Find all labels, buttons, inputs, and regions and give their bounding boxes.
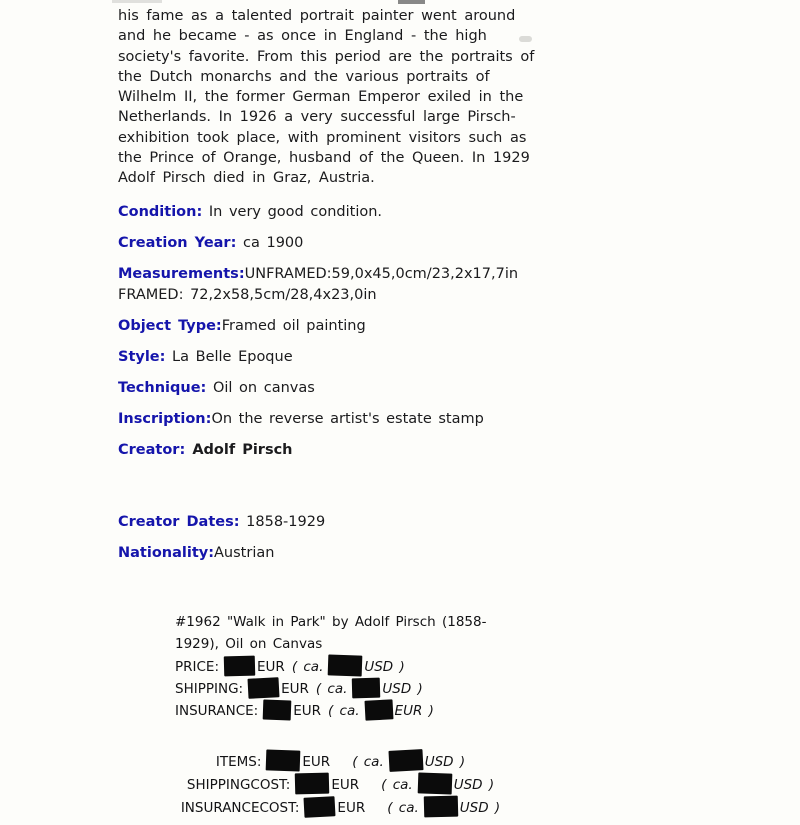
field-value: Adolf Pirsch: [185, 441, 293, 458]
field-value: Oil on canvas: [206, 379, 315, 396]
redacted-amount: [263, 700, 292, 721]
field-value: 1858-1929: [239, 513, 326, 530]
redacted-amount: [417, 772, 452, 794]
field-row-condition: [118, 202, 538, 223]
redacted-amount: [352, 678, 381, 699]
redacted-amount: [423, 796, 458, 818]
scan-artifact: [398, 0, 425, 4]
bio-paragraph: his fame as a talented portrait painter went around and he became - as once in England - the high society's favorite. From this period are the portraits of the Dutch monarchs and the various portraits of Wilhelm II, the former German Emperor exiled in the Netherlands. In 1926 a very successful large Pirsch-exhibition took place, with prominent visitors such as the Prince of Orange, husband of the Queen. In 1929 Adolf Pirsch died in Graz, Austria.: [118, 8, 535, 187]
redacted-amount: [388, 749, 423, 772]
currency-label: EUR: [337, 800, 366, 816]
field-row-creator: [118, 440, 538, 461]
field-label: Nationality:: [118, 544, 215, 561]
currency-label: USD ): [364, 659, 405, 675]
redacted-amount: [364, 699, 393, 720]
approx-label: ( ca.: [352, 754, 384, 770]
field-value: UNFRAMED:59,0x45,0cm/23,2x17,7in: [244, 265, 519, 282]
price-row-label: PRICE:: [175, 659, 220, 675]
total-row-label: INSURANCECOST:: [180, 800, 300, 816]
field-value: On the reverse artist's estate stamp: [211, 410, 484, 427]
field-label: Creator Dates:: [118, 513, 240, 530]
attributes-list: [118, 202, 538, 564]
field-row-technique: [118, 378, 538, 399]
totals-block: [118, 750, 563, 819]
currency-label: USD ): [453, 777, 495, 793]
field-label: Creator:: [118, 441, 186, 458]
redacted-amount: [328, 654, 363, 676]
redacted-amount: [266, 749, 301, 771]
field-label: Object Type:: [118, 317, 222, 334]
total-row-insurancecost: [118, 796, 563, 819]
approx-label: ( ca.: [387, 800, 419, 816]
approx-label: ( ca.: [328, 703, 360, 719]
total-row-label: SHIPPINGCOST:: [186, 777, 291, 793]
field-label: Technique:: [118, 379, 207, 396]
currency-label: USD ): [424, 754, 466, 770]
currency-label: EUR: [331, 777, 360, 793]
field-label: Condition:: [118, 203, 203, 220]
field-row-style: [118, 347, 538, 368]
price-row-label: SHIPPING:: [175, 681, 244, 697]
field-label: Inscription:: [118, 410, 212, 427]
field-value: In very good condition.: [202, 203, 383, 220]
currency-label: USD ): [382, 681, 423, 697]
scan-artifact: [112, 0, 162, 3]
currency-label: EUR: [302, 754, 331, 770]
field-row-creator-dates: [118, 512, 538, 533]
field-value-line2: FRAMED: 72,2x58,5cm/28,4x23,0in: [118, 286, 377, 303]
redacted-amount: [295, 773, 330, 795]
currency-label: EUR: [281, 681, 309, 697]
field-row-measurements: [118, 264, 538, 306]
approx-label: ( ca.: [381, 777, 413, 793]
field-label: Measurements:: [118, 265, 245, 282]
listing-price-block: [175, 612, 527, 722]
field-value: ca 1900: [236, 234, 304, 251]
redacted-amount: [248, 677, 280, 699]
listing-details: [118, 6, 538, 564]
field-label: Style:: [118, 348, 166, 365]
price-row-price: [175, 655, 527, 678]
redacted-amount: [304, 796, 336, 818]
field-row-object-type: [118, 316, 538, 337]
total-row-items: [118, 750, 563, 773]
currency-label: EUR: [257, 659, 285, 675]
currency-label: EUR ): [394, 703, 434, 719]
price-row-shipping: [175, 678, 527, 700]
currency-label: USD ): [459, 800, 501, 816]
redacted-amount: [224, 656, 256, 677]
listing-title: #1962 "Walk in Park" by Adolf Pirsch (1858-1929), Oil on Canvas: [175, 614, 487, 652]
approx-label: ( ca.: [315, 681, 348, 697]
currency-label: EUR: [293, 703, 321, 719]
field-row-creation-year: [118, 233, 538, 254]
field-value: Framed oil painting: [221, 317, 366, 334]
field-value: Austrian: [214, 544, 275, 561]
field-label: Creation Year:: [118, 234, 237, 251]
total-row-label: ITEMS:: [215, 754, 262, 770]
field-row-inscription: [118, 409, 538, 430]
field-value: La Belle Epoque: [165, 348, 293, 365]
approx-label: ( ca.: [291, 659, 324, 675]
price-row-label: INSURANCE:: [175, 703, 259, 719]
field-row-nationality: [118, 543, 538, 564]
total-row-shippingcost: [118, 773, 563, 796]
price-row-insurance: [175, 700, 527, 722]
